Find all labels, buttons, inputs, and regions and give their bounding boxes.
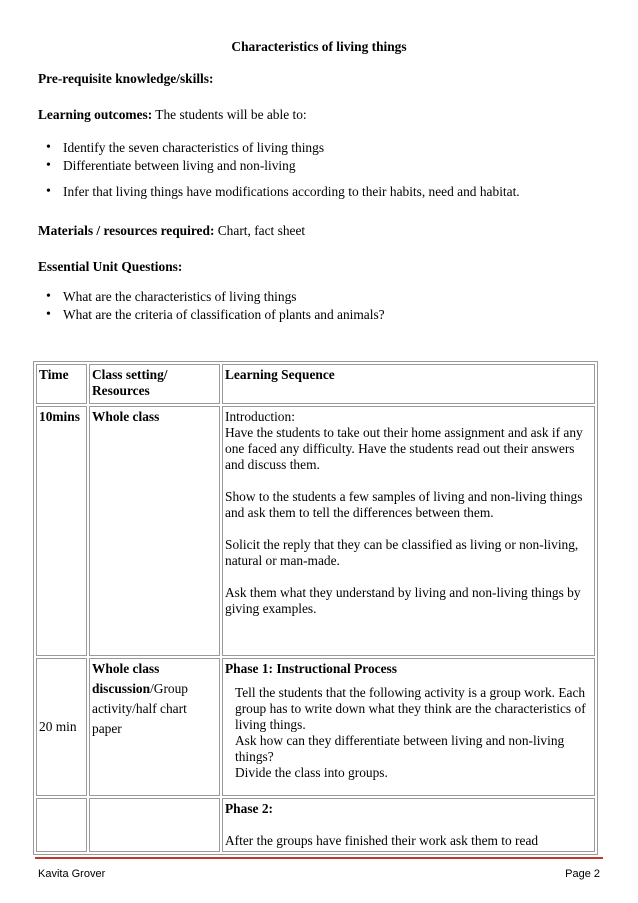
row1-para3: Solicit the reply that they can be classified as living or non-living, natural or man-made. (225, 537, 579, 568)
row1-para2: Show to the students a few samples of living and non-living things and ask them to tell the differences between them. (225, 489, 583, 520)
header-sequence: Learning Sequence (222, 364, 595, 404)
outcomes-heading (38, 106, 307, 124)
table-header-row (36, 364, 595, 404)
materials-line (38, 222, 305, 240)
list-item: • What are the characteristics of living things (38, 288, 385, 306)
lesson-plan-table (33, 361, 598, 855)
row3-time (36, 798, 87, 852)
header-setting: Class setting/ Resources (89, 364, 220, 404)
header-time: Time (36, 364, 87, 404)
row3-para1: After the groups have finished their work ask them to read (225, 833, 539, 848)
row2-setting: Whole class discussion/Group activity/half chart paper (89, 658, 220, 796)
row1-para1: Have the students to take out their home assignment and ask if any one faced any difficulty. Have the students read out their answers and discuss them. (225, 425, 583, 472)
outcomes-text: The students will be able to: (152, 107, 307, 122)
row2-phase: Phase 1: Instructional Process (225, 661, 397, 676)
list-item: • Differentiate between living and non-living (38, 157, 520, 175)
footer-author: Kavita Grover (38, 868, 106, 880)
footer-divider (35, 857, 603, 859)
row3-setting (89, 798, 220, 852)
row2-sequence (222, 658, 595, 796)
materials-label: Materials / resources required: (38, 223, 215, 238)
table-row (36, 406, 595, 656)
row3-sequence (222, 798, 595, 852)
outcomes-list (38, 139, 520, 201)
table-row (36, 658, 595, 796)
questions-heading: Essential Unit Questions: (38, 259, 183, 274)
row1-sequence (222, 406, 595, 656)
table-row (36, 798, 595, 852)
row2-para2: Ask how can they differentiate between living and non-living things? (235, 733, 565, 764)
footer-page-number: Page 2 (565, 868, 600, 880)
list-item: • Infer that living things have modifications according to their habits, need and habitat. (38, 183, 520, 201)
row1-setting: Whole class (89, 406, 220, 656)
row1-para4: Ask them what they understand by living and non-living things by giving examples. (225, 585, 581, 616)
row1-time: 10mins (36, 406, 87, 656)
page-title: Characteristics of living things (231, 39, 407, 54)
outcomes-label: Learning outcomes: (38, 107, 153, 122)
row2-para1: Tell the students that the following activity is a group work. Each group has to write down what they think are the characteristics of living things. (235, 685, 586, 732)
list-item: • What are the criteria of classification of plants and animals? (38, 306, 385, 324)
row2-para3: Divide the class into groups. (235, 765, 388, 780)
row2-time: 20 min (36, 658, 87, 796)
row3-phase: Phase 2: (225, 801, 273, 816)
materials-text: Chart, fact sheet (214, 223, 306, 238)
row1-intro: Introduction: (225, 409, 295, 424)
questions-list (38, 288, 385, 324)
list-item: • Identify the seven characteristics of living things (38, 139, 520, 157)
prereq-heading: Pre-requisite knowledge/skills: (38, 71, 214, 86)
